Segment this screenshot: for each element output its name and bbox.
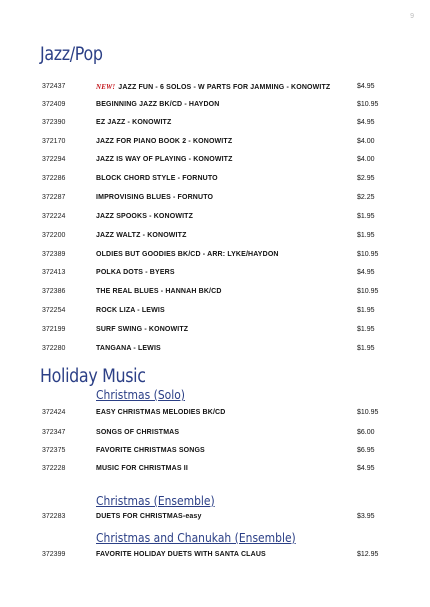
item-price: $2.25 (357, 194, 375, 201)
item-code: 372199 (42, 326, 66, 333)
catalog-row (0, 549, 430, 561)
item-code: 372294 (42, 156, 66, 163)
subsection-heading-christmas-ensemble: Christmas (Ensemble) (96, 493, 215, 508)
item-price: $1.95 (357, 345, 375, 352)
item-code: 372386 (42, 288, 66, 295)
catalog-row (0, 192, 430, 204)
item-price: $4.00 (357, 156, 375, 163)
item-title-wrap (96, 81, 330, 94)
item-code: 372224 (42, 213, 66, 220)
item-title: JAZZ IS WAY OF PLAYING - KONOWITZ (96, 156, 233, 163)
catalog-row (0, 211, 430, 223)
catalog-row (0, 343, 430, 355)
item-price: $6.00 (357, 429, 375, 436)
item-code: 372286 (42, 175, 66, 182)
item-price: $2.95 (357, 175, 375, 182)
item-price: $3.95 (357, 513, 375, 520)
section-heading-holiday-music: Holiday Music (40, 366, 146, 387)
item-code: 372228 (42, 465, 66, 472)
item-title: FAVORITE HOLIDAY DUETS WITH SANTA CLAUS (96, 551, 266, 558)
page-number: 9 (410, 13, 414, 20)
item-code: 372283 (42, 513, 66, 520)
catalog-row (0, 136, 430, 148)
item-price: $4.95 (357, 119, 375, 126)
catalog-row (0, 445, 430, 457)
item-title: MUSIC FOR CHRISTMAS II (96, 465, 188, 472)
catalog-row (0, 463, 430, 475)
item-title: POLKA DOTS - BYERS (96, 269, 175, 276)
item-code: 372170 (42, 138, 66, 145)
item-title: EASY CHRISTMAS MELODIES BK/CD (96, 409, 226, 416)
item-price: $1.95 (357, 232, 375, 239)
item-code: 372424 (42, 409, 66, 416)
new-badge: NEW! (96, 83, 116, 91)
item-code: 372390 (42, 119, 66, 126)
subsection-heading-christmas-chanukah-ensemble: Christmas and Chanukah (Ensemble) (96, 530, 296, 545)
catalog-row (0, 117, 430, 129)
item-code: 372287 (42, 194, 66, 201)
item-title: SURF SWING - KONOWITZ (96, 326, 189, 333)
subsection-heading-christmas-solo: Christmas (Solo) (96, 387, 185, 402)
catalog-row (0, 407, 430, 419)
item-price: $10.95 (357, 101, 379, 108)
item-code: 372347 (42, 429, 66, 436)
item-title: OLDIES BUT GOODIES BK/CD - ARR: LYKE/HAYDON (96, 251, 279, 258)
item-title: DUETS FOR CHRISTMAS-easy (96, 513, 202, 520)
item-price: $4.95 (357, 269, 375, 276)
item-title: ROCK LIZA - LEWIS (96, 307, 165, 314)
item-title: IMPROVISING BLUES - FORNUTO (96, 194, 214, 201)
item-title: THE REAL BLUES - HANNAH BK/CD (96, 288, 222, 295)
item-code: 372200 (42, 232, 66, 239)
item-code: 372254 (42, 307, 66, 314)
catalog-row (0, 81, 430, 93)
catalog-row (0, 305, 430, 317)
item-price: $1.95 (357, 307, 375, 314)
catalog-row (0, 154, 430, 166)
item-price: $10.95 (357, 288, 379, 295)
item-title: BEGINNING JAZZ BK/CD - HAYDON (96, 101, 220, 108)
item-code: 372437 (42, 83, 66, 90)
item-title: TANGANA - LEWIS (96, 345, 161, 352)
item-title: JAZZ FUN - 6 SOLOS - W PARTS FOR JAMMING - KONOWITZ (118, 84, 331, 91)
item-code: 372375 (42, 447, 66, 454)
item-price: $4.00 (357, 138, 375, 145)
item-price: $4.95 (357, 83, 375, 90)
item-title: JAZZ WALTZ - KONOWITZ (96, 232, 187, 239)
item-title: FAVORITE CHRISTMAS SONGS (96, 447, 205, 454)
section-heading-jazz-pop: Jazz/Pop (40, 44, 103, 65)
catalog-row (0, 324, 430, 336)
catalog-row (0, 286, 430, 298)
catalog-row (0, 427, 430, 439)
catalog-row (0, 99, 430, 111)
catalog-row (0, 267, 430, 279)
item-title: SONGS OF CHRISTMAS (96, 429, 180, 436)
item-title: EZ JAZZ - KONOWITZ (96, 119, 172, 126)
item-code: 372409 (42, 101, 66, 108)
catalog-row (0, 511, 430, 523)
catalog-row (0, 230, 430, 242)
item-title: JAZZ FOR PIANO BOOK 2 - KONOWITZ (96, 138, 233, 145)
item-code: 372399 (42, 551, 66, 558)
item-code: 372280 (42, 345, 66, 352)
item-price: $6.95 (357, 447, 375, 454)
item-price: $12.95 (357, 551, 379, 558)
item-title: BLOCK CHORD STYLE - FORNUTO (96, 175, 218, 182)
item-code: 372413 (42, 269, 66, 276)
item-price: $1.95 (357, 326, 375, 333)
catalog-row (0, 249, 430, 261)
item-price: $4.95 (357, 465, 375, 472)
item-code: 372389 (42, 251, 66, 258)
catalog-row (0, 173, 430, 185)
item-price: $1.95 (357, 213, 375, 220)
item-price: $10.95 (357, 251, 379, 258)
item-title: JAZZ SPOOKS - KONOWITZ (96, 213, 194, 220)
item-price: $10.95 (357, 409, 379, 416)
